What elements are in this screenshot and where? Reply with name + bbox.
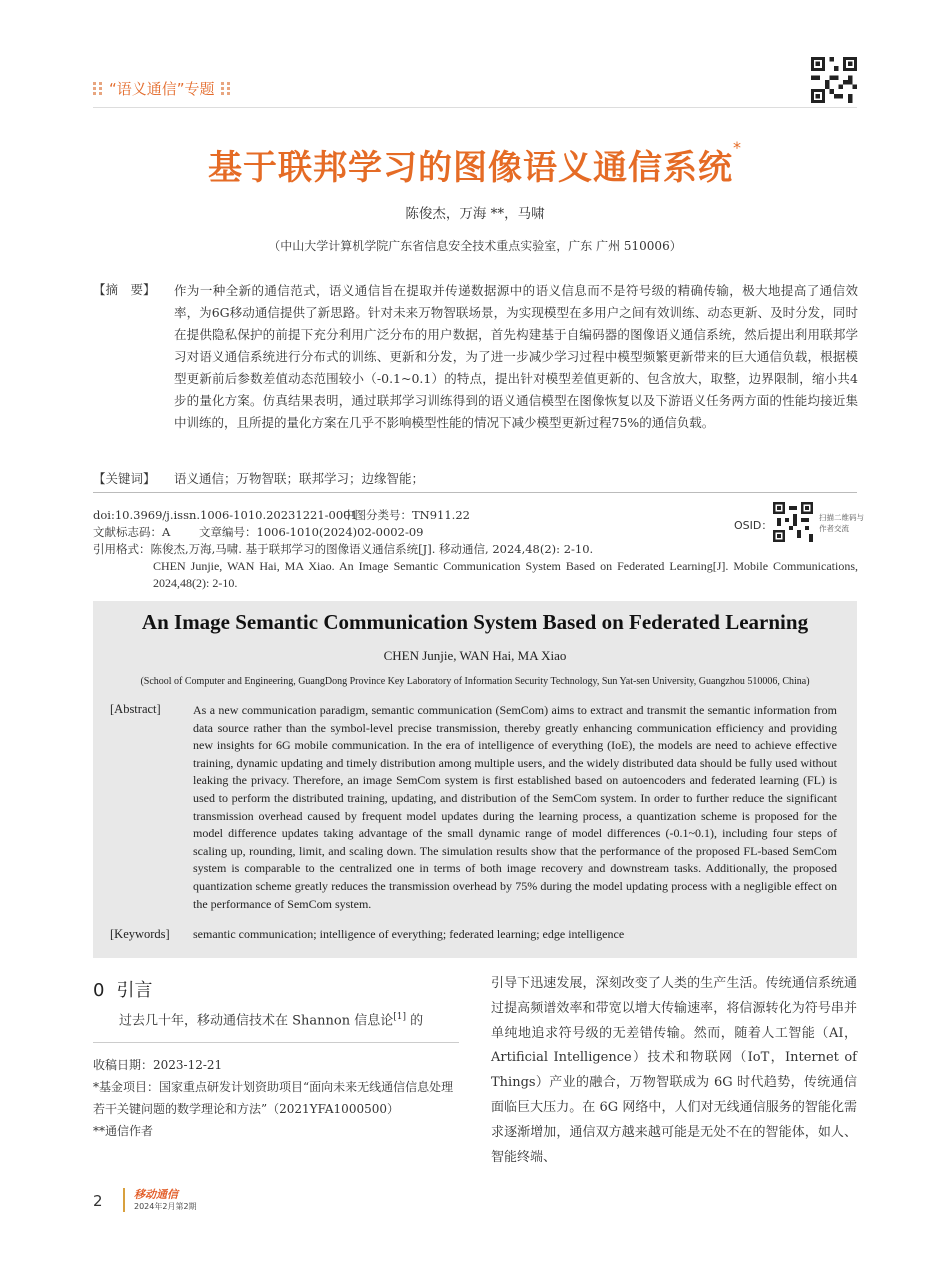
footnote-divider [93,1042,459,1043]
section-divider [93,492,857,493]
magazine-logo: 移动通信 [134,1188,178,1201]
english-abstract-label: [Abstract] [110,702,161,716]
cn-keywords-label: 【关键词】 [93,471,156,486]
received-date: 收稿日期：2023-12-21 [93,1058,223,1072]
osid-caption: 扫描二维码与作者交流 [819,513,864,533]
english-affiliation: (School of Computer and Engineering, GuangDong Province Key Laboratory of Information Security Technology, Sun Yat-sen University, Guangzhou 510006, China) [140,676,810,687]
english-authors: CHEN Junjie, WAN Hai, MA Xiao [383,648,567,663]
cn-abstract-label: 【摘 要】 [93,282,156,297]
page-number: 2 [93,1192,103,1210]
clc-number: 中图分类号：TN911.22 [343,508,470,522]
osid-qr-code-icon [773,502,813,542]
doi: doi:10.3969/j.issn.1006-1010.20231221-0001 [93,508,358,522]
citation-ref[interactable]: [1] [393,1012,406,1022]
article-number: 文章编号：1006-1010(2024)02-0002-09 [199,525,424,539]
footer-divider [123,1188,125,1212]
decor-dots-icon [221,82,231,95]
affiliation: （中山大学计算机学院广东省信息安全技术重点实验室，广东 广州 510006） [268,239,682,253]
english-keywords-label: [Keywords] [110,927,170,941]
footnotes [93,1054,463,1142]
qr-code-icon [811,57,857,103]
cn-abstract-text: 作为一种全新的通信范式，语义通信旨在提取并传递数据源中的语义信息而不是符号级的精确传输，极大地提高了通信效率，为6G移动通信提供了新思路。针对未来万物智联场景，为实现模型在多用户之间有效训练、动态更新、及时分发，同时在提供隐私保护的前提下充分利用广泛分布的用户数据，首先构建基于自编码器的图像语义通信系统，然后提出利用联邦学习对语义通信系统进行分布式的训练、更新和分发，为了进一步减少学习过程中模型频繁更新带来的巨大通信负载，根据模型更新前后参数差值动态范围较小（-0.1~0.1）的特点，提出针对模型差值更新的、包含放大，取整，边界限制，缩小共4步的量化方案。仿真结果表明，通过联邦学习训练得到的语义通信模型在图像恢复以及下游语义任务两方面的性能均接近集中训练的，且所提的量化方案在几乎不影响模型性能的情况下减少模型更新过程75%的通信负载。 [174,283,858,430]
cn-keywords: 语义通信；万物智联；联邦学习；边缘智能； [174,471,425,486]
topic-label: “语义通信”专题 [109,80,215,98]
intro-paragraph-start: 过去几十年，移动通信技术在 Shannon 信息论[1] 的 [119,1012,424,1029]
osid-label: OSID： [734,519,773,532]
topic-header [93,78,231,99]
document-code: 文献标志码：A [93,525,171,539]
section-heading: 0 引言 [93,980,153,1001]
corresponding-author-note: **通信作者 [93,1124,154,1138]
citation-en: CHEN Junjie, WAN Hai, MA Xiao. An Image Semantic Communication System Based on Federated Learning[J]. Mobile Communications, 2024,48(2): 2-10. [153,559,858,590]
decor-dots-icon [93,82,103,95]
authors: 陈俊杰，万海 **，马啸 [405,206,545,222]
fund-note: *基金项目：国家重点研发计划资助项目“面向未来无线通信信息处理若干关键问题的数学理论和方法”（2021YFA1000500） [93,1080,454,1116]
header-divider [93,107,857,108]
english-abstract-text: As a new communication paradigm, semantic communication (SemCom) aims to extract and transmit the semantic information from data source rather than the symbol-level precise transmission, thereby greatly enhancing communication efficiency and providing new insights for 6G mobile communication. In the era of intelligence of everything (IoE), the models are need to achieve effective training, dynamic updating and timely distribution among multiple users, and the widely distributed data should be fully used without leaking the privacy. Therefore, an image SemCom system is first established based on autoencoders and federated learning (FL) is used to perform the distributed training, updating, and distribution of the SemCom system. In order to further reduce the significant transmission overhead caused by frequent model updates during the learning process, a quantization scheme is proposed for the model difference updates taking advantage of the small dynamic range of model differences (-0.1~0.1), including four steps of scaling up, rounding, limit, and scaling down. The simulation results show that the performance of the proposed FL-based SemCom system is comparable to the centralized one in terms of both image recovery and downstream tasks. Additionally, the proposed quantization scheme greatly reduces the transmission overhead by 75% during the model updating process with a negligible effect on the performance of SemCom system. [193,703,837,911]
english-keywords: semantic communication; intelligence of everything; federated learning; edge intelligence [193,927,625,941]
intro-paragraph-right: 引导下迅速发展，深刻改变了人类的生产生活。传统通信系统通过提高频谱效率和带宽以增大传输速率，将信源转化为符号串并单纯地追求符号级的无差错传输。然而，随着人工智能（AI，Artificial Intelligence）技术和物联网（IoT，Internet of Things）产业的融合，万物智联成为 6G 时代趋势，传统通信面临巨大压力。在 6G 网络中，人们对无线通信服务的智能化需求逐渐增加，通信双方越来越可能是无处不在的智能体，如人、智能终端、 [491,976,857,1165]
english-title: An Image Semantic Communication System Based on Federated Learning [141,610,809,634]
citation-cn: 引用格式：陈俊杰,万海,马啸. 基于联邦学习的图像语义通信系统[J]. 移动通信, 2024,48(2): 2-10. [93,542,594,556]
paper-title: 基于联邦学习的图像语义通信系统* [208,138,742,188]
issue-info: 2024年2月第2期 [134,1202,197,1211]
